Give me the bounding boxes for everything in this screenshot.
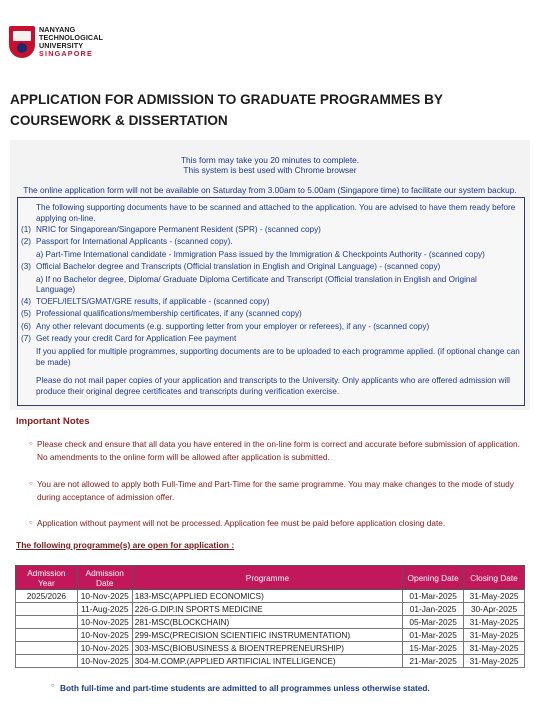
document-subitem: a) If no Bachelor degree, Diploma/ Graduate Diploma Certificate and Transcript (Official translation in English and Original — [36, 275, 477, 284]
programmes-table — [15, 565, 525, 668]
document-item: Any other relevant documents (e.g. supporting letter from your employer or referees), if any - (scanned copy) — [36, 322, 430, 331]
item-number: (2) — [21, 237, 32, 246]
cell-programme[interactable]: 183-MSC(APPLIED ECONOMICS) — [132, 590, 402, 603]
documents-lead: The following supporting documents have to be scanned and attached to the application. You are advised to have them ready before applying on-line. — [36, 203, 516, 223]
cell-programme[interactable]: 226-G.DIP.IN SPORTS MEDICINE — [132, 603, 402, 616]
important-note: ○ Application without payment will not be processed. Application fee must be paid before application closing date. — [37, 517, 521, 530]
cell-opening-date: 01-Mar-2025 — [403, 590, 464, 603]
header-programme: Programme — [132, 566, 402, 590]
document-item: TOEFL/IELTS/GMAT/GRE results, if applicable - (scanned copy) — [36, 297, 270, 306]
cell-programme[interactable]: 299-MSC(PRECISION SCIENTIFIC INSTRUMENTATION) — [132, 629, 402, 642]
cell-opening-date: 21-Mar-2025 — [403, 655, 464, 668]
header-admission-date: Admission Date — [77, 566, 132, 590]
table-row[interactable] — [16, 603, 525, 616]
browser-note: This system is best used with Chrome browser — [183, 165, 357, 175]
cell-closing-date: 31-May-2025 — [464, 629, 525, 642]
cell-closing-date: 31-May-2025 — [464, 642, 525, 655]
page-title: APPLICATION FOR ADMISSION TO GRADUATE PROGRAMMES BY COURSEWORK & DISSERTATION — [10, 92, 443, 128]
ntu-crest-icon — [9, 26, 35, 58]
cell-closing-date: 31-May-2025 — [464, 655, 525, 668]
open-programmes-label: The following programme(s) are open for application : — [16, 540, 235, 550]
mail-note: Please do not mail paper copies of your application and transcripts to the University. Only applicants who are offered admission will produce their original degree certificates and transcripts during verification exercise. — [36, 376, 510, 396]
item-number: (5) — [21, 309, 32, 318]
cell-opening-date: 05-Mar-2025 — [403, 616, 464, 629]
item-number: (7) — [21, 334, 32, 343]
cell-closing-date: 31-May-2025 — [464, 590, 525, 603]
ntu-logo — [9, 26, 103, 58]
item-number: (1) — [21, 225, 32, 234]
cell-admission-date: 10-Nov-2025 — [77, 629, 132, 642]
header-closing-date: Closing Date — [464, 566, 525, 590]
logo-line: NANYANG — [39, 25, 76, 34]
cell-admission-year — [16, 603, 78, 616]
cell-opening-date: 15-Mar-2025 — [403, 642, 464, 655]
cell-closing-date: 30-Apr-2025 — [464, 603, 525, 616]
cell-admission-date: 11-Aug-2025 — [77, 603, 132, 616]
document-subitem: Language) — [36, 285, 76, 294]
cell-admission-year: 2025/2026 — [16, 590, 78, 603]
item-number: (3) — [21, 262, 32, 271]
table-row[interactable] — [16, 655, 525, 668]
document-item: NRIC for Singaporean/Singapore Permanent Resident (SPR) - (scanned copy) — [36, 225, 321, 234]
table-row[interactable] — [16, 642, 525, 655]
supporting-documents-box — [17, 197, 525, 406]
table-row[interactable] — [16, 616, 525, 629]
cell-closing-date: 31-May-2025 — [464, 616, 525, 629]
item-number: (6) — [21, 322, 32, 331]
admission-footnote: ○ Both full-time and part-time students are admitted to all programmes unless otherwise stated. — [60, 683, 430, 693]
document-item: Passport for International Applicants - (scanned copy). — [36, 237, 233, 246]
cell-opening-date: 01-Mar-2025 — [403, 629, 464, 642]
important-notes-title: Important Notes — [16, 416, 90, 427]
cell-programme[interactable]: 303-MSC(BIOBUSINESS & BIOENTREPRENEURSHIP) — [132, 642, 402, 655]
cell-admission-year — [16, 655, 78, 668]
header-opening-date: Opening Date — [403, 566, 464, 590]
cell-programme[interactable]: 281-MSC(BLOCKCHAIN) — [132, 616, 402, 629]
cell-opening-date: 01-Jan-2025 — [403, 603, 464, 616]
logo-line: SINGAPORE — [39, 49, 93, 58]
logo-line: TECHNOLOGICAL — [39, 33, 103, 42]
document-item: Get ready your credit Card for Application Fee payment — [36, 334, 237, 343]
item-number: (4) — [21, 297, 32, 306]
important-note: ○ You are not allowed to apply both Full-Time and Part-Time for the same programme. You may make changes to the mode of study during acceptance of admission offer. — [37, 478, 521, 504]
header-admission-year: Admission Year — [16, 566, 78, 590]
cell-admission-date: 10-Nov-2025 — [77, 642, 132, 655]
table-row[interactable] — [16, 590, 525, 603]
cell-programme[interactable]: 304-M.COMP.(APPLIED ARTIFICIAL INTELLIGENCE) — [132, 655, 402, 668]
table-row[interactable] — [16, 629, 525, 642]
cell-admission-date: 10-Nov-2025 — [77, 655, 132, 668]
important-note: ○ Please check and ensure that all data you have entered in the on-line form is correct and accurate before submission of application. No amendments to the online form will be allowed after application is submitted. — [37, 438, 521, 464]
cell-admission-year — [16, 642, 78, 655]
logo-line: UNIVERSITY — [39, 41, 84, 50]
time-note: This form may take you 20 minutes to complete. — [180, 155, 360, 165]
document-subitem: a) Part-Time International candidate - Immigration Pass issued by the Immigration & Checkpoints Authority - (scanned copy) — [36, 250, 485, 259]
document-item: Professional qualifications/membership certificates, if any (scanned copy) — [36, 309, 302, 318]
table-header-row — [16, 566, 525, 590]
logo-wordmark — [39, 26, 103, 58]
availability-note: The online application form will not be available on Saturday from 3.00am to 5.00am (Singapore time) to facilitate our system backup. — [23, 185, 517, 195]
cell-admission-date: 10-Nov-2025 — [77, 616, 132, 629]
cell-admission-year — [16, 616, 78, 629]
cell-admission-year — [16, 629, 78, 642]
multi-programme-note: If you applied for multiple programmes, supporting documents are to be uploaded to each programme applied. (if optional change can be made) — [36, 347, 520, 367]
cell-admission-date: 10-Nov-2025 — [77, 590, 132, 603]
document-item: Official Bachelor degree and Transcripts (Official translation in English and Original Language) - (scanned copy) — [36, 262, 441, 271]
